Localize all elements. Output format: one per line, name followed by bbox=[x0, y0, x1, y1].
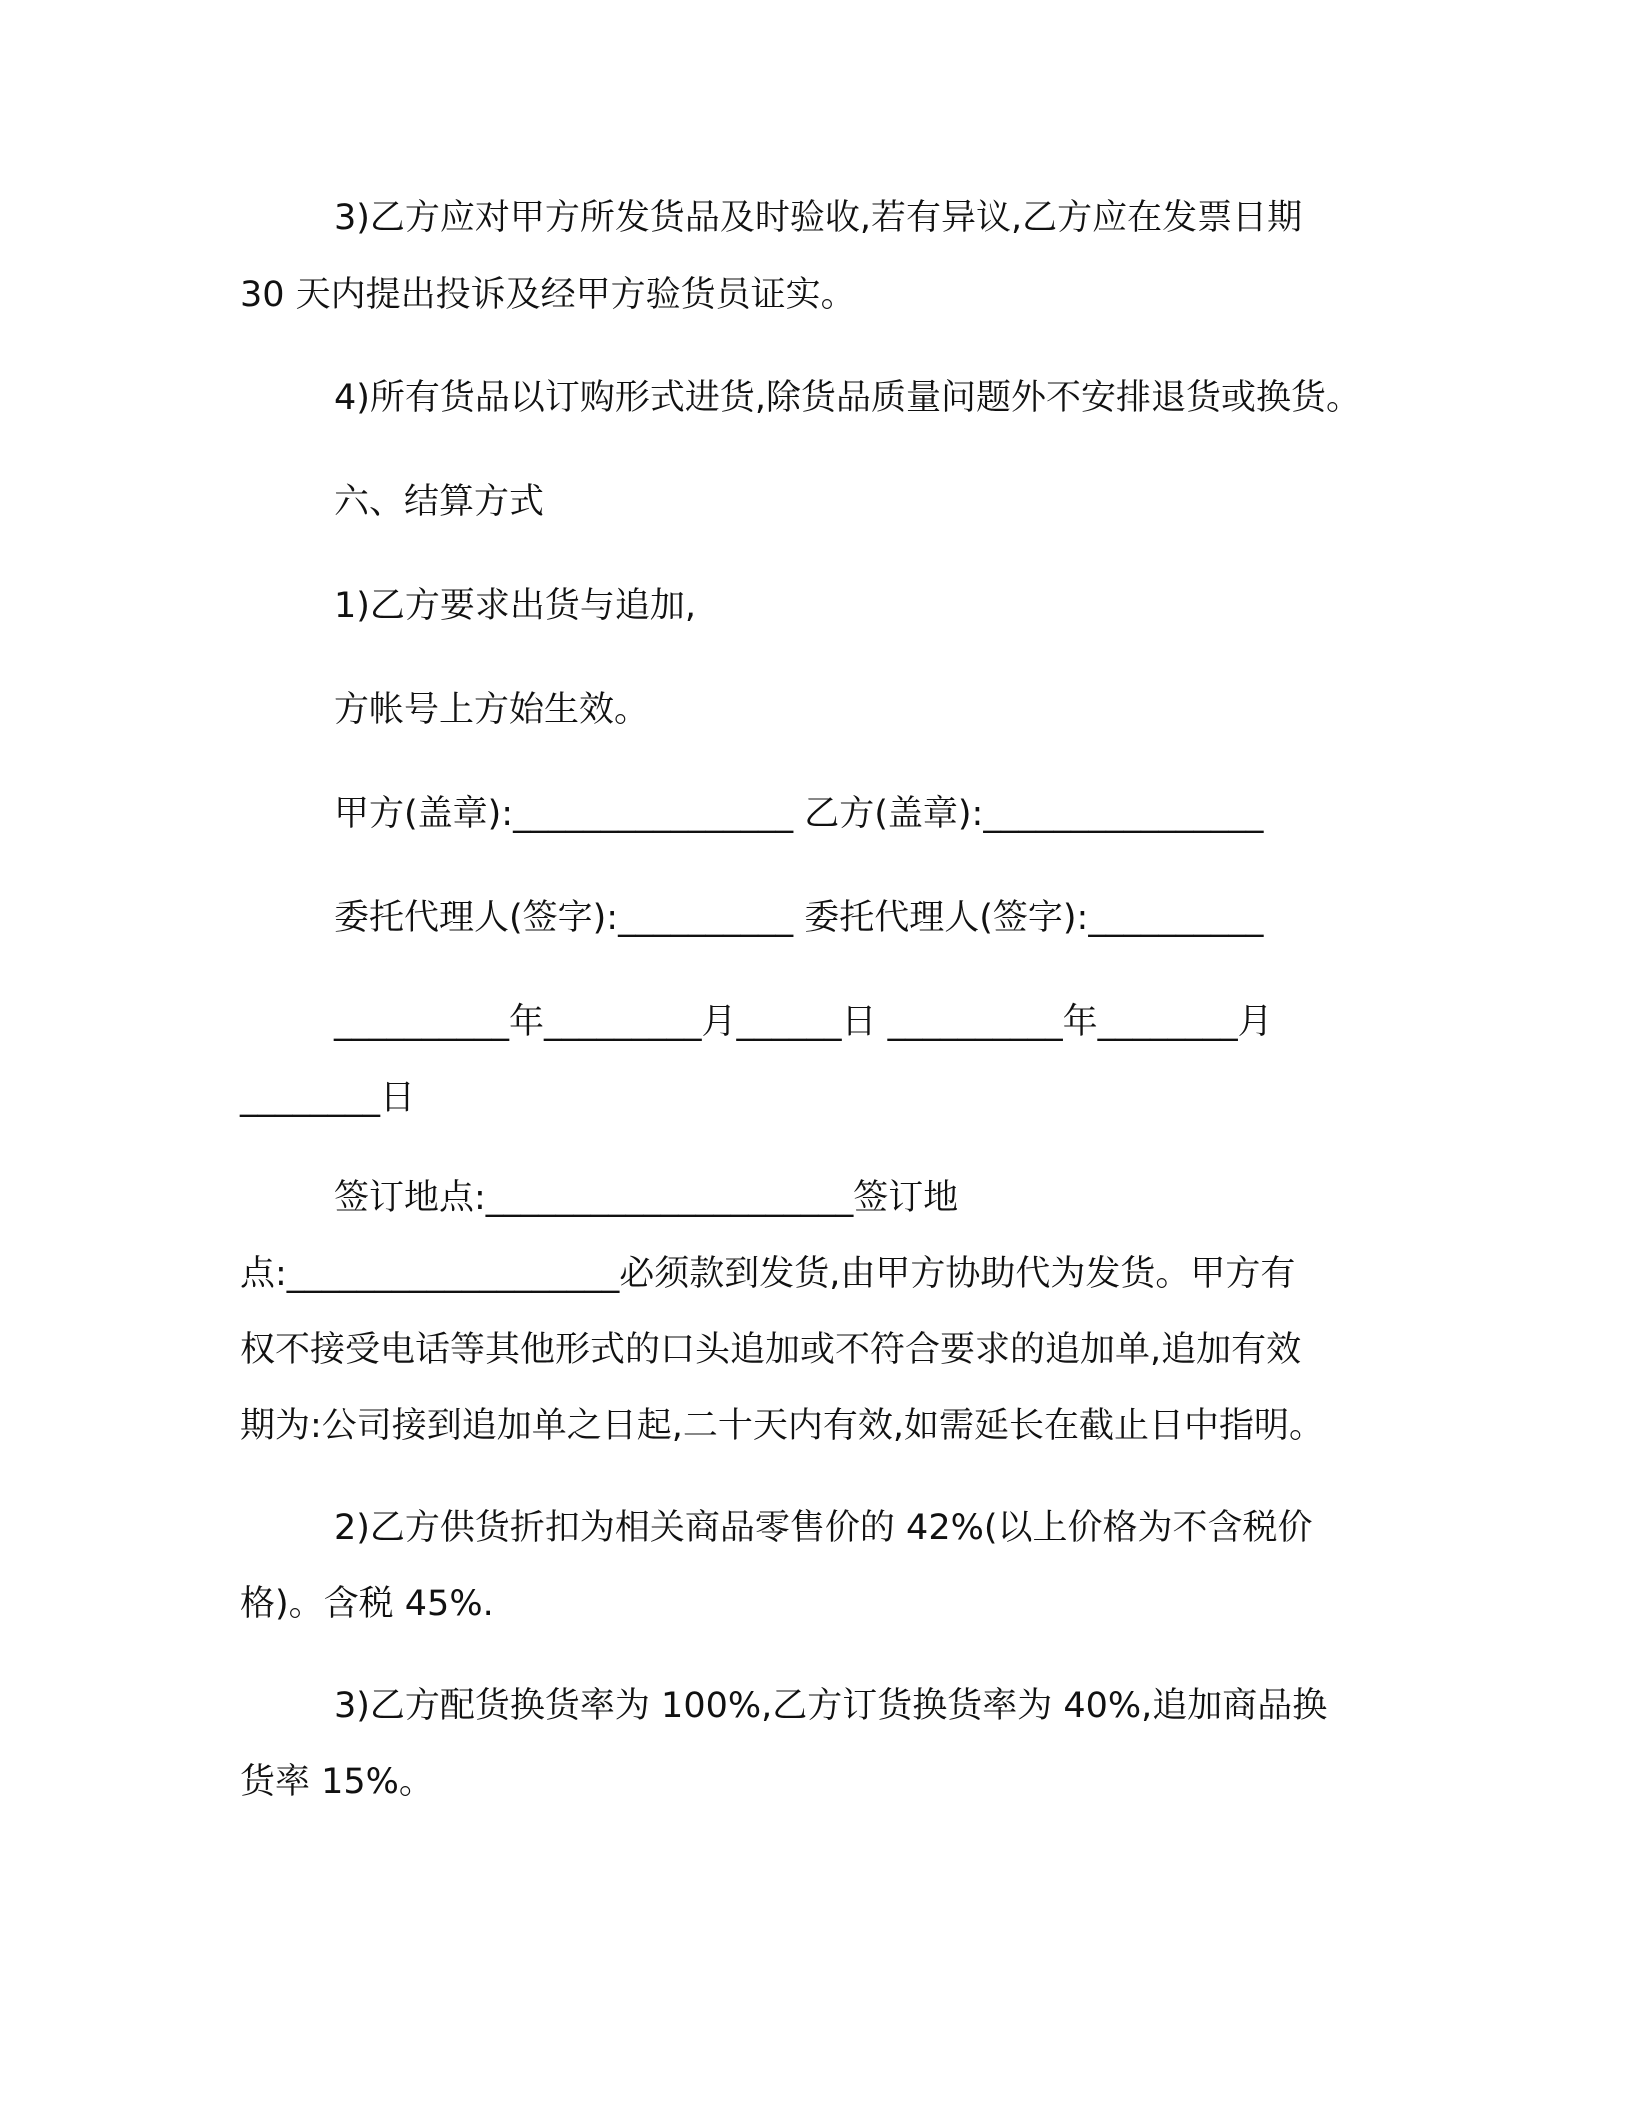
seal-signature-line: 甲方(盖章):________________ 乙方(盖章):________________ bbox=[334, 794, 1264, 834]
clause-3-inspection-line-1: 3)乙方应对甲方所发货品及时验收,若有异议,乙方应在发票日期 bbox=[334, 198, 1303, 238]
date-line-1: __________年_________月______日 __________年________月 bbox=[334, 1002, 1273, 1042]
order-validity-line-2: 期为:公司接到追加单之日起,二十天内有效,如需延长在截止日中指明。 bbox=[240, 1406, 1325, 1446]
settlement-clause-3-line-1: 3)乙方配货换货率为 100%,乙方订货换货率为 40%,追加商品换 bbox=[334, 1686, 1328, 1726]
order-validity-line-1: 权不接受电话等其他形式的口头追加或不符合要求的追加单,追加有效 bbox=[240, 1330, 1302, 1370]
settlement-clause-1-line-1: 1)乙方要求出货与追加, bbox=[334, 586, 697, 626]
signing-place-line-2: 点:___________________必须款到发货,由甲方协助代为发货。甲方有 bbox=[240, 1254, 1296, 1294]
settlement-clause-2-line-1: 2)乙方供货折扣为相关商品零售价的 42%(以上价格为不含税价 bbox=[334, 1508, 1313, 1548]
settlement-clause-3-line-2: 货率 15%。 bbox=[240, 1762, 434, 1802]
clause-4-orders: 4)所有货品以订购形式进货,除货品质量问题外不安排退货或换货。 bbox=[334, 378, 1362, 418]
clause-3-inspection-line-2: 30 天内提出投诉及经甲方验货员证实。 bbox=[240, 275, 856, 315]
settlement-clause-1-line-2: 方帐号上方始生效。 bbox=[334, 690, 650, 730]
settlement-clause-2-line-2: 格)。含税 45%. bbox=[240, 1584, 494, 1624]
section-heading-settlement: 六、结算方式 bbox=[334, 482, 545, 522]
signing-place-line-1: 签订地点:_____________________签订地 bbox=[334, 1178, 959, 1218]
date-line-2: ________日 bbox=[240, 1078, 416, 1118]
agent-signature-line: 委托代理人(签字):__________ 委托代理人(签字):__________ bbox=[334, 898, 1264, 938]
